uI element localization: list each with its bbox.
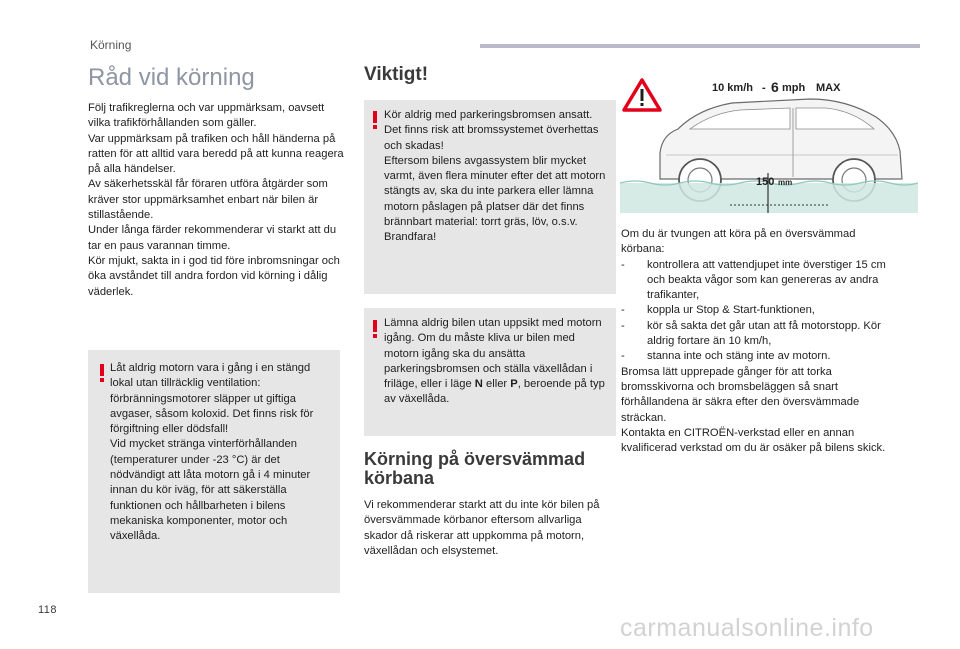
warning-exclamation-icon — [97, 364, 107, 382]
watermark: carmanualsonline.info — [620, 614, 874, 642]
list-item-text: kontrollera att vattendjupet inte överstiger 15 cm och beakta vågor som kan genereras av andra trafikanter, — [647, 258, 886, 302]
flooded-road-instructions — [621, 227, 893, 456]
warning-unattended-mid: eller — [482, 378, 511, 391]
speed-kmh-label: 10 km/h — [712, 82, 753, 94]
flooded-road-title: Körning på översvämmad körbana — [364, 449, 586, 488]
list-item — [621, 303, 893, 318]
warning-box-parking-brake — [364, 100, 616, 294]
warning-unattended-pre: Lämna aldrig bilen utan uppsikt med motorn igång. Om du måste kliva ur bilen med motorn igång ska du ansätta parkeringsbromsen och ställa växellådan i friläge, eller i läge — [384, 317, 602, 391]
list-item-text: kör så sakta det går utan att få motorstopp. Kör aldrig fortare än 10 km/h, — [647, 319, 881, 348]
warning-exclamation-icon — [370, 320, 380, 338]
list-item — [621, 349, 893, 364]
depth-unit: mm — [778, 178, 793, 187]
page-title: Råd vid körning — [88, 64, 255, 91]
speed-separator: - — [762, 82, 766, 94]
speed-mph-unit: mph — [782, 82, 806, 94]
warning-triangle-icon — [624, 80, 660, 110]
list-item-text: koppla ur Stop & Start-funktionen, — [647, 304, 815, 317]
depth-value: 150 — [756, 176, 775, 188]
flooded-road-intro: Vi rekommenderar starkt att du inte kör bilen på översvämmade körbanor eftersom allvarliga skador då riskerar att uppkomma på motorn, växellådan och elsystemet. — [364, 499, 600, 557]
bullet-dash: - — [621, 350, 625, 363]
gear-p-label: P — [510, 378, 518, 391]
flooded-road-lead: Om du är tvungen att köra på en översvämmad körbana: — [621, 228, 856, 256]
warning-box-engine — [88, 350, 340, 593]
speed-mph-value: 6 — [771, 79, 779, 95]
warning-unattended-post: , beroende på typ av växellåda. — [384, 378, 605, 406]
bullet-dash: - — [621, 319, 625, 332]
warning-box-unattended — [364, 308, 616, 436]
warning-parking-brake-text: Kör aldrig med parkeringsbromsen ansatt. Det finns risk att bromssystemet överhettas och skadas! Eftersom bilens avgassystem blir mycket varmt, även flera minuter efter det att motorn stängts av, ska du inte parkera eller lämna motorn påslagen på platser där det finns brännbart material: torrt gräs, löv, o.s.v. Brandfara! — [384, 109, 606, 244]
warning-exclamation-icon — [370, 111, 380, 129]
section-header: Körning — [90, 38, 132, 52]
list-item — [621, 258, 893, 304]
driving-advice-text: Följ trafikreglerna och var uppmärksam, oavsett vilka trafikförhållanden som gäller. Var uppmärksam på trafiken och håll händerna på ratten för att alltid vara beredd på att kunna reagera på alla händelser. Av säkerhetsskäl får föraren utföra åtgärder som kräver stor uppmärksamhet enbart när bilen är stillastående. Under långa färder rekommenderar vi starkt att du tar en paus varannan timme. Kör mjukt, sakta in i god tid före inbromsningar och öka avståndet till andra fordon vid körning i dålig väderlek. — [88, 102, 344, 298]
flooded-road-contact-advice: Kontakta en CITROËN-verkstad eller en annan kvalificerad verkstad om du är osäker på bilens skick. — [621, 426, 886, 455]
flooded-road-brake-advice: Bromsa lätt upprepade gånger för att torka bromsskivorna och bromsbeläggen så snart förhållandena är säkra efter den översvämmade sträckan. — [621, 365, 860, 424]
flooded-car-illustration — [620, 77, 918, 213]
warning-engine-text: Låt aldrig motorn vara i gång i en stängd lokal utan tillräcklig ventilation: förbränningsmotorer släpper ut giftiga avgaser, såsom koloxid. Det finns risk för förgiftning eller dödsfall! Vid mycket stränga vinterförhållanden (temperaturer under -23 °C) är det nödvändigt att låta motorn gå i 4 minuter innan du kör iväg, för att säkerställa funktionen och hållbarheten i bilens mekaniska komponenter, motor och växellåda. — [110, 362, 314, 543]
header-bar — [480, 44, 920, 48]
bullet-dash: - — [621, 304, 625, 317]
page-number: 118 — [38, 604, 58, 616]
gear-n-label: N — [474, 378, 483, 391]
list-item-text: stanna inte och stäng inte av motorn. — [647, 350, 831, 363]
warning-unattended-text — [384, 316, 610, 408]
list-item — [621, 319, 893, 350]
speed-max-label: MAX — [816, 82, 841, 94]
important-title: Viktigt! — [364, 64, 429, 85]
bullet-dash: - — [621, 258, 625, 271]
